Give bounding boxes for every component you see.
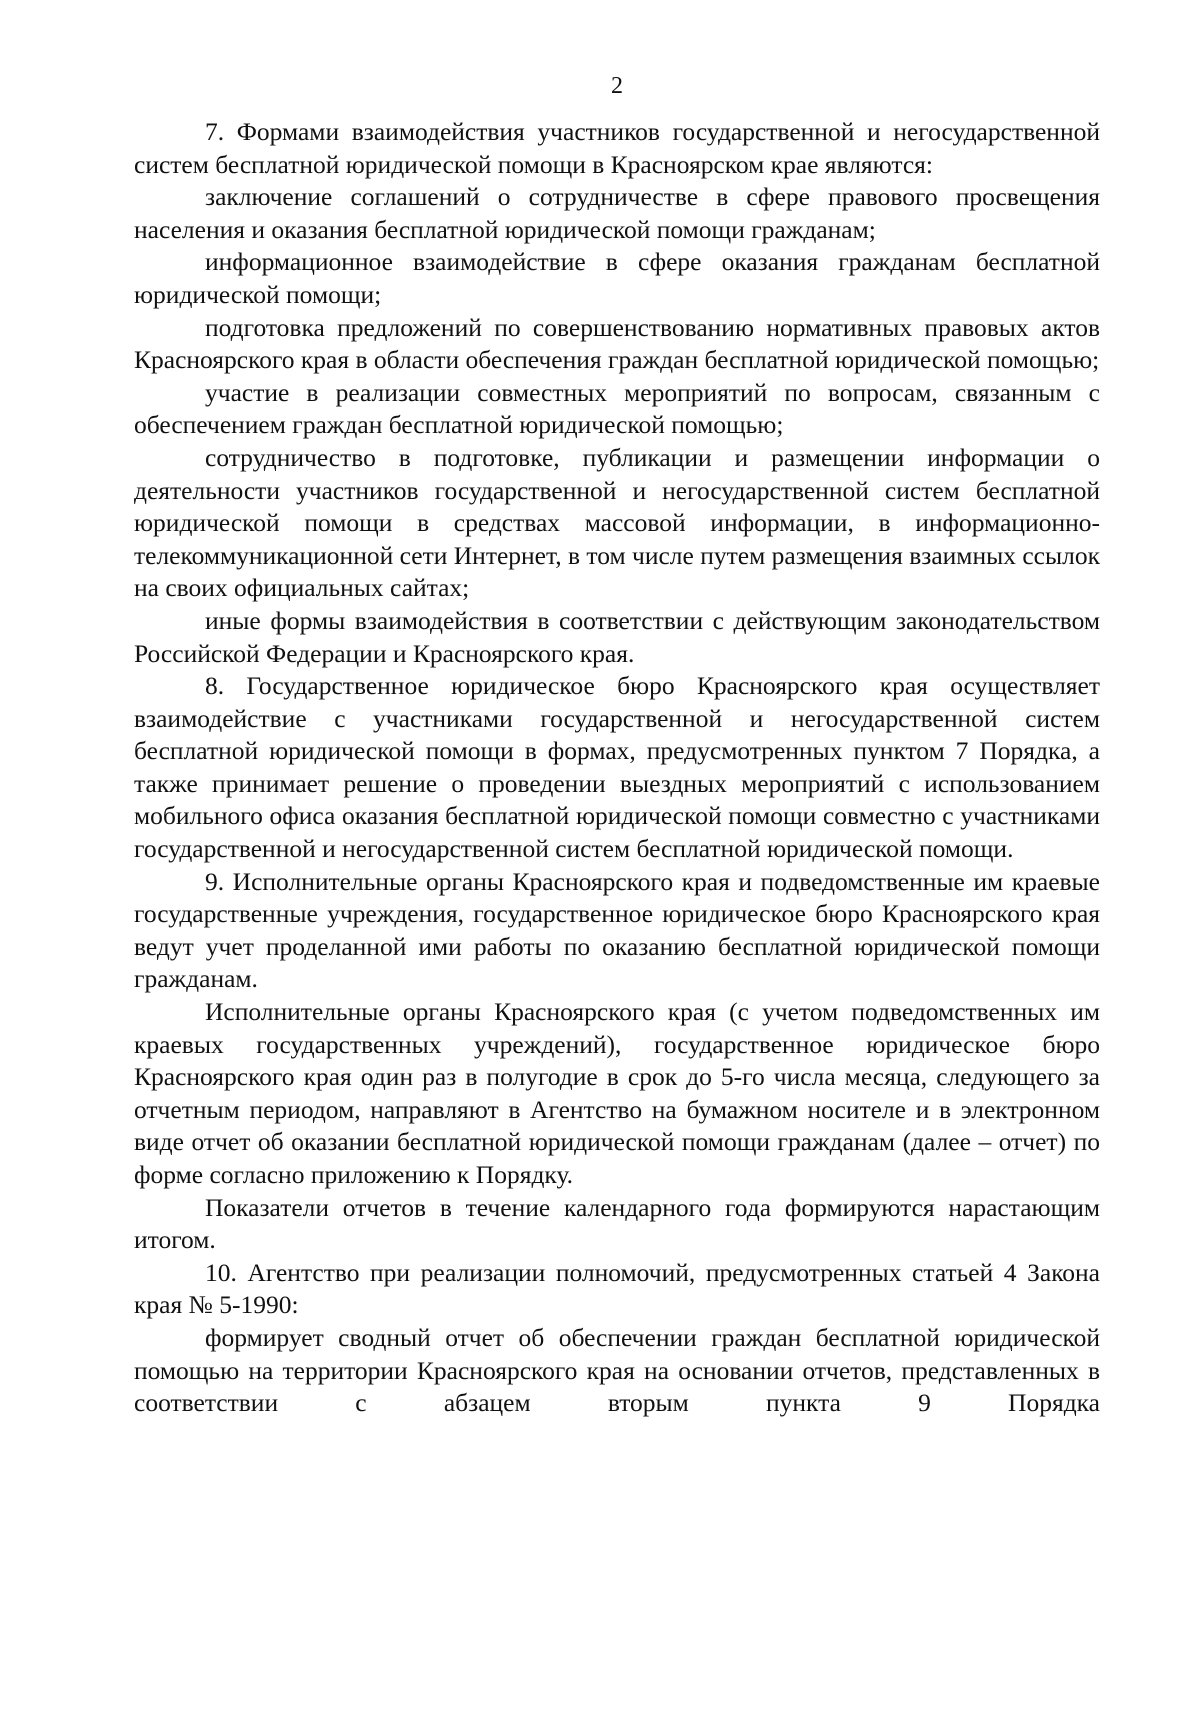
paragraph-9-reporting: Исполнительные органы Красноярского края (с учетом подведомственных им краевых государственных учреждений), государственное юридическое бюро Красноярского края один раз в полугодие в срок до 5-го числа месяца, следующего за отчетным периодом, направляют в Агентство на бумажном носителе и в электронном виде отчет об оказании бесплатной юридической помощи гражданам (далее – отчет) по форме согласно приложению к Порядку. [134,997,1100,1189]
paragraph-7-agreements: заключение соглашений о сотрудничестве в сфере правового просвещения населения и оказания бесплатной юридической помощи гражданам; [134,182,1100,244]
paragraph-7-proposals: подготовка предложений по совершенствованию нормативных правовых актов Красноярского края в области обеспечения граждан бесплатной юридической помощью; [134,312,1100,375]
paragraph-10: 10. Агентство при реализации полномочий, предусмотренных статьей 4 Закона края № 5-1990: [134,1257,1100,1320]
paragraph-10-summary-report: формирует сводный отчет об обеспечении граждан бесплатной юридической помощью на территории Красноярского края на основании отчетов, представленных в соответствии с абзацем вторым пункта 9 Порядка [134,1322,1100,1418]
document-body [134,116,1100,1420]
paragraph-7-media: сотрудничество в подготовке, публикации и размещении информации о деятельности участников государственной и негосударственной систем бесплатной юридической помощи в средствах массовой информации, в информационно-телекоммуникационной сети Интернет, в том числе путем размещения взаимных ссылок на своих официальных сайтах; [134,442,1100,603]
page-number: 2 [611,73,623,99]
paragraph-7-intro: 7. Формами взаимодействия участников государственной и негосударственной систем бесплатной юридической помощи в Красноярском крае являются: [134,117,1100,179]
paragraph-7-joint-events: участие в реализации совместных мероприятий по вопросам, связанным с обеспечением граждан бесплатной юридической помощью; [134,377,1100,440]
paragraph-9-indicators: Показатели отчетов в течение календарного года формируются нарастающим итогом. [134,1192,1100,1255]
paragraph-7-other-forms: иные формы взаимодействия в соответствии с действующим законодательством Российской Федерации и Красноярского края. [134,605,1100,668]
paragraph-7-information: информационное взаимодействие в сфере оказания гражданам бесплатной юридической помощи; [134,247,1100,309]
paragraph-8: 8. Государственное юридическое бюро Красноярского края осуществляет взаимодействие с участниками государственной и негосударственной систем бесплатной юридической помощи в формах, предусмотренных пунктом 7 Порядка, а также принимает решение о проведении выездных мероприятий с использованием мобильного офиса оказания бесплатной юридической помощи совместно с участниками государственной и негосударственной систем бесплатной юридической помощи. [134,671,1100,864]
paragraph-9: 9. Исполнительные органы Красноярского края и подведомственные им краевые государственные учреждения, государственное юридическое бюро Красноярского края ведут учет проделанной ими работы по оказанию бесплатной юридической помощи гражданам. [134,866,1100,994]
